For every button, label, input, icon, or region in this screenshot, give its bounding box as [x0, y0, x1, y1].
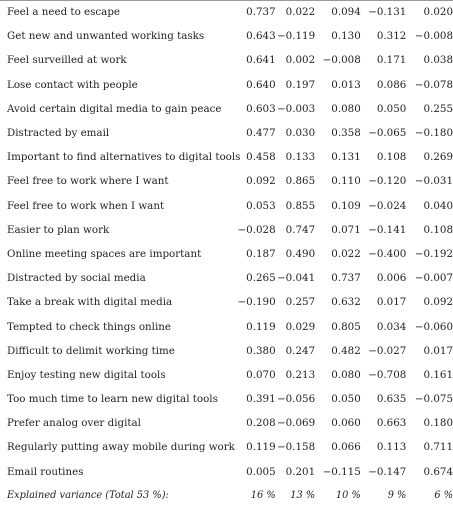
factor-3-value: 0.109 [331, 199, 361, 212]
factor-1-value: 0.737 [246, 6, 276, 19]
item-label: Lose contact with people [7, 78, 138, 91]
factor-4-value: 0.017 [376, 296, 407, 309]
item-label: Distracted by email [7, 127, 110, 140]
factor-1-value: 0.380 [246, 344, 276, 357]
item-label: Easier to plan work [7, 223, 110, 236]
factor-1-value: 0.119 [246, 441, 276, 454]
factor-2-value: 0.197 [285, 78, 316, 91]
factor-3-value: 0.805 [331, 320, 361, 333]
factor-5-value: 0.269 [423, 151, 453, 164]
factor-3-value: 0.080 [331, 102, 361, 115]
factor-2-value: 0.133 [285, 151, 316, 164]
explained-variance-row [0, 484, 453, 508]
factor-2-value: 0.490 [285, 247, 316, 260]
factor-5-value: 0.108 [423, 223, 453, 236]
factor-1-value: 0.208 [246, 417, 276, 430]
factor-3-value: 0.050 [331, 393, 361, 406]
factor-5-value: −0.008 [414, 30, 453, 43]
table-row [0, 169, 453, 193]
item-label: Feel free to work when I want [7, 199, 165, 212]
factor-2-value: −0.003 [277, 102, 316, 115]
factor-3-value: 0.022 [331, 247, 361, 260]
factor-1-value: 0.640 [246, 78, 276, 91]
item-label: Feel surveilled at work [7, 54, 127, 67]
factor-5-value: −0.007 [414, 272, 453, 285]
table-row [0, 411, 453, 435]
factor-2-value: 0.022 [285, 6, 316, 19]
table-row [0, 242, 453, 266]
factor-3-value: 0.013 [331, 78, 361, 91]
factor-1-value: 0.119 [246, 320, 276, 333]
table-row [0, 73, 453, 97]
item-label: Tempted to check things online [7, 320, 171, 333]
factor-1-value: 0.070 [246, 368, 276, 381]
item-label: Prefer analog over digital [7, 417, 141, 430]
factor-4-value: −0.024 [368, 199, 407, 212]
factor-1-value: 0.641 [246, 54, 276, 67]
factor-2-value: 0.865 [285, 175, 316, 188]
factor-2-value: 0.002 [285, 54, 316, 67]
factor-5-value: −0.060 [414, 320, 453, 333]
factor-5-value: 0.017 [423, 344, 453, 357]
factor-3-value: 0.060 [331, 417, 361, 430]
factor-3-value: 0.482 [331, 344, 361, 357]
factor-1-value: 0.458 [246, 151, 276, 164]
factor-2-value: 0.201 [285, 465, 316, 478]
table-row [0, 121, 453, 145]
factor-4-value: −0.141 [368, 223, 407, 236]
factor-5-value: 0.038 [423, 54, 453, 67]
factor-2-value: 0.747 [285, 223, 316, 236]
table-row [0, 0, 453, 24]
factor-3-value: 0.358 [331, 127, 361, 140]
item-label: Regularly putting away mobile during work [7, 441, 235, 454]
factor-4-value: −0.400 [368, 247, 407, 260]
table-row [0, 435, 453, 459]
table-row [0, 387, 453, 411]
factor-2-value: 0.030 [285, 127, 316, 140]
factor-3-value: 0.071 [331, 223, 361, 236]
table-row [0, 194, 453, 218]
item-label: Feel a need to escape [7, 6, 121, 19]
factor-1-value: 0.005 [246, 465, 276, 478]
item-label: Important to find alternatives to digital tools [7, 151, 241, 164]
factor-4-value: 0.108 [376, 151, 407, 164]
table-row [0, 218, 453, 242]
factor-5-value: 0.020 [423, 6, 453, 19]
factor-3-variance: 10 % [335, 489, 361, 501]
table-row [0, 145, 453, 169]
table-row [0, 97, 453, 121]
item-label: Get new and unwanted working tasks [7, 30, 205, 43]
factor-2-value: −0.041 [277, 272, 316, 285]
table-row [0, 460, 453, 484]
factor-2-variance: 13 % [290, 489, 316, 501]
factor-2-value: 0.247 [285, 344, 316, 357]
factor-3-value: 0.110 [331, 175, 361, 188]
table-row [0, 314, 453, 338]
factor-5-value: 0.092 [423, 296, 453, 309]
factor-1-value: −0.190 [237, 296, 276, 309]
item-label: Online meeting spaces are important [7, 247, 202, 260]
factor-5-value: −0.192 [414, 247, 453, 260]
explained-variance-label: Explained variance (Total 53 %): [7, 489, 169, 501]
factor-1-value: 0.643 [246, 30, 276, 43]
factor-1-value: 0.603 [246, 102, 276, 115]
factor-4-value: 0.635 [376, 393, 407, 406]
factor-4-value: −0.065 [368, 127, 407, 140]
factor-2-value: −0.069 [277, 417, 316, 430]
factor-5-value: −0.078 [414, 78, 453, 91]
item-label: Feel free to work where I want [7, 175, 169, 188]
factor-4-value: 0.006 [376, 272, 407, 285]
factor-1-value: 0.053 [246, 199, 276, 212]
item-label: Avoid certain digital media to gain peace [7, 102, 222, 115]
item-label: Distracted by social media [7, 272, 146, 285]
factor-4-value: 0.171 [376, 54, 407, 67]
factor-3-value: 0.066 [331, 441, 361, 454]
factor-5-value: 0.180 [423, 417, 453, 430]
table-row [0, 339, 453, 363]
item-label: Too much time to learn new digital tools [7, 393, 218, 406]
factor-4-value: 0.050 [376, 102, 407, 115]
factor-4-value: 0.086 [376, 78, 407, 91]
factor-4-value: −0.131 [368, 6, 407, 19]
factor-4-value: 0.312 [376, 30, 407, 43]
factor-2-value: 0.855 [285, 199, 316, 212]
factor-3-value: 0.131 [331, 151, 361, 164]
factor-1-value: 0.265 [246, 272, 276, 285]
factor-2-value: 0.213 [285, 368, 316, 381]
factor-2-value: 0.029 [285, 320, 316, 333]
factor-3-value: −0.115 [322, 465, 361, 478]
factor-3-value: 0.632 [331, 296, 361, 309]
factor-2-value: 0.257 [285, 296, 316, 309]
item-label: Take a break with digital media [7, 296, 173, 309]
factor-3-value: 0.094 [331, 6, 361, 19]
factor-1-value: 0.187 [246, 247, 276, 260]
table-row [0, 24, 453, 48]
factor-4-value: 0.663 [376, 417, 407, 430]
factor-3-value: 0.080 [331, 368, 361, 381]
factor-3-value: −0.008 [322, 54, 361, 67]
factor-5-value: 0.161 [423, 368, 453, 381]
table-row [0, 266, 453, 290]
factor-4-variance: 9 % [387, 489, 407, 501]
factor-1-value: 0.391 [246, 393, 276, 406]
table-row [0, 48, 453, 72]
factor-2-value: −0.056 [277, 393, 316, 406]
item-label: Email routines [7, 465, 84, 478]
factor-1-value: −0.028 [237, 223, 276, 236]
item-label: Difficult to delimit working time [7, 344, 175, 357]
factor-4-value: −0.027 [368, 344, 407, 357]
factor-4-value: −0.120 [368, 175, 407, 188]
factor-5-value: −0.180 [414, 127, 453, 140]
factor-4-value: 0.113 [376, 441, 407, 454]
factor-3-value: 0.130 [331, 30, 361, 43]
table-row [0, 363, 453, 387]
table-row [0, 290, 453, 314]
item-label: Enjoy testing new digital tools [7, 368, 166, 381]
factor-4-value: −0.708 [368, 368, 407, 381]
factor-5-value: −0.031 [414, 175, 453, 188]
factor-1-variance: 16 % [250, 489, 276, 501]
factor-5-value: 0.255 [423, 102, 453, 115]
factor-5-variance: 6 % [434, 489, 453, 501]
factor-2-value: −0.119 [277, 30, 316, 43]
factor-5-value: 0.711 [423, 441, 453, 454]
factor-5-value: −0.075 [414, 393, 453, 406]
factor-1-value: 0.092 [246, 175, 276, 188]
factor-4-value: −0.147 [368, 465, 407, 478]
factor-2-value: −0.158 [277, 441, 316, 454]
factor-4-value: 0.034 [376, 320, 407, 333]
factor-5-value: 0.040 [423, 199, 453, 212]
factor-1-value: 0.477 [246, 127, 276, 140]
factor-5-value: 0.674 [423, 465, 453, 478]
factor-3-value: 0.737 [331, 272, 361, 285]
